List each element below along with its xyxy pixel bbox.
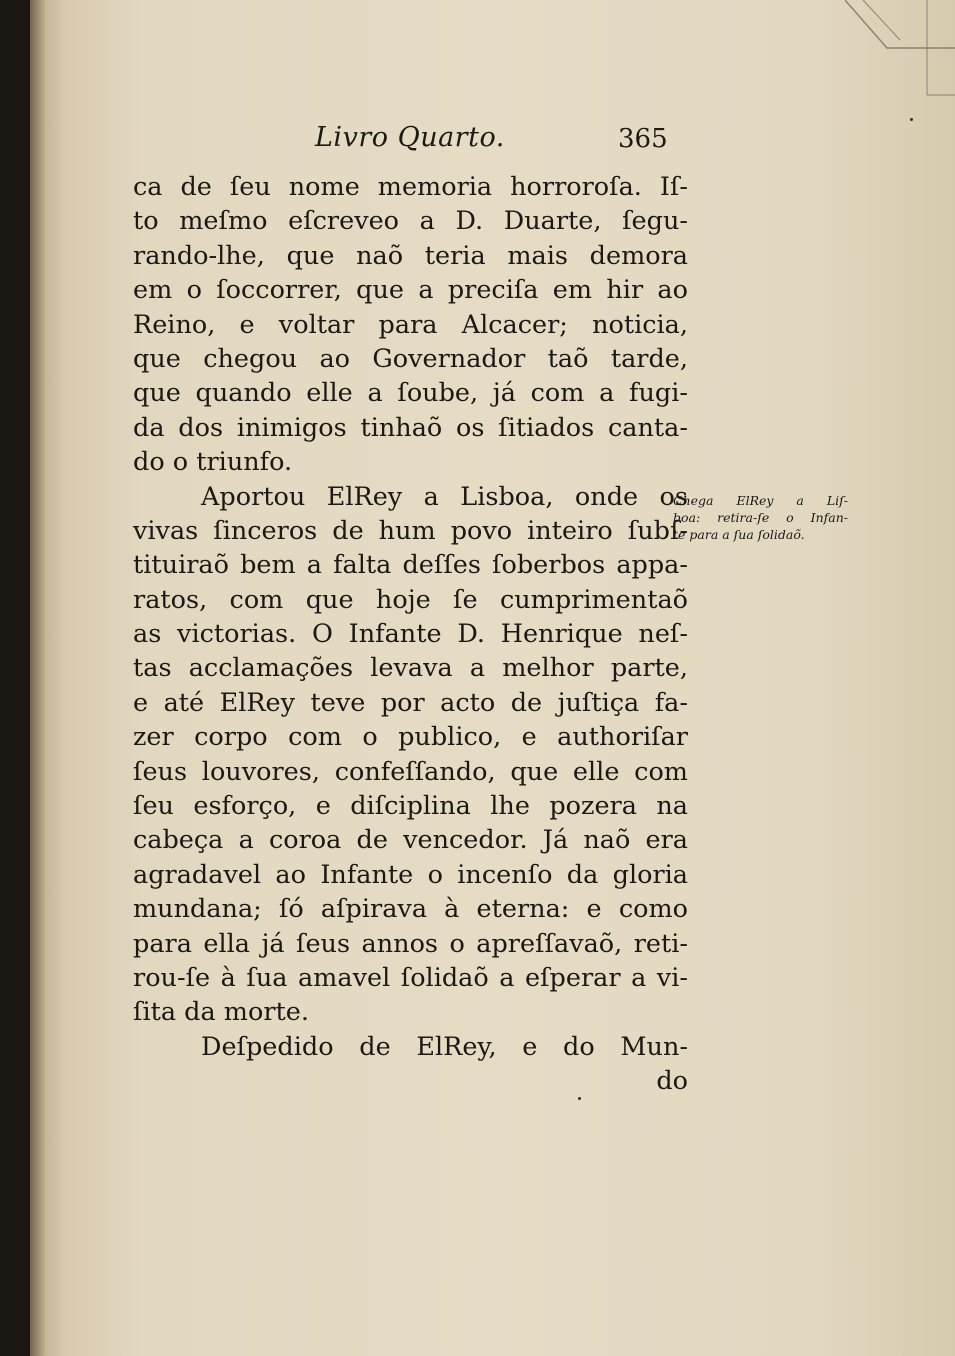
text-line: e até ElRey teve por acto de juſtiça fa- — [133, 687, 688, 718]
gutter-shadow — [30, 0, 46, 1356]
text-line: Reino, e voltar para Alcacer; noticia, — [133, 309, 688, 340]
marginal-note-line: te para a ſua ſolidaõ. — [673, 527, 805, 542]
marginal-note — [673, 492, 848, 543]
text-line: do o triunfo. — [133, 447, 293, 478]
running-head: Livro Quarto. — [315, 122, 505, 153]
text-line: ca de ſeu nome memoria horroroſa. Iſ- — [133, 172, 688, 202]
marginal-note-line: Chega ElRey a Liſ- — [673, 493, 848, 508]
ink-speck — [910, 118, 913, 121]
text-line: ſeu esforço, e diſciplina lhe pozera na — [133, 791, 688, 822]
text-line: tituiraõ bem a falta deſſes ſoberbos appa- — [133, 550, 688, 581]
text-line: mundana; ſó aſpirava à eterna: e como — [133, 894, 688, 925]
text-line: zer corpo com o publico, e authoriſar — [133, 722, 688, 753]
text-line: vivas ſinceros de hum povo inteiro ſubſ- — [133, 515, 688, 546]
page-number: 365 — [618, 124, 668, 154]
text-line: tas acclamações levava a melhor parte, — [133, 653, 688, 684]
text-line: para ella já ſeus annos o apreſſavaõ, reti- — [133, 928, 688, 959]
text-line: ſeus louvores, confeſſando, que elle com — [133, 756, 688, 787]
marginal-note-line: boa: retira-ſe o Infan- — [673, 510, 848, 525]
text-line: que chegou ao Governador taõ tarde, — [133, 343, 688, 374]
text-line: cabeça a coroa de vencedor. Já naõ era — [133, 825, 688, 856]
text-line: to meſmo eſcreveo a D. Duarte, ſegu- — [133, 206, 688, 237]
body-text — [133, 170, 688, 1099]
text-line: ratos, com que hoje ſe cumprimentaõ — [133, 584, 688, 615]
folded-corner-mark — [845, 0, 955, 110]
paragraph-start-line: Aportou ElRey a Lisboa, onde os — [201, 481, 688, 512]
text-line: rando-lhe, que naõ teria mais demora — [133, 240, 688, 271]
text-line: em o ſoccorrer, que a preciſa em hir ao — [133, 275, 688, 306]
text-line: que quando elle a ſoube, já com a fugi- — [133, 378, 688, 409]
book-page — [30, 0, 955, 1356]
text-line: ſita da morte. — [133, 997, 309, 1028]
text-line: agradavel ao Infante o incenſo da gloria — [133, 859, 688, 890]
ink-speck — [578, 1097, 581, 1100]
text-line: as victorias. O Infante D. Henrique neſ- — [133, 619, 688, 650]
text-line: da dos inimigos tinhaõ os ſitiados canta- — [133, 412, 688, 443]
paragraph-start-line: Deſpedido de ElRey, e do Mun- — [201, 1031, 688, 1062]
text-line: rou-ſe à ſua amavel ſolidaõ a eſperar a vi- — [133, 962, 688, 993]
catchword: do — [656, 1066, 688, 1097]
